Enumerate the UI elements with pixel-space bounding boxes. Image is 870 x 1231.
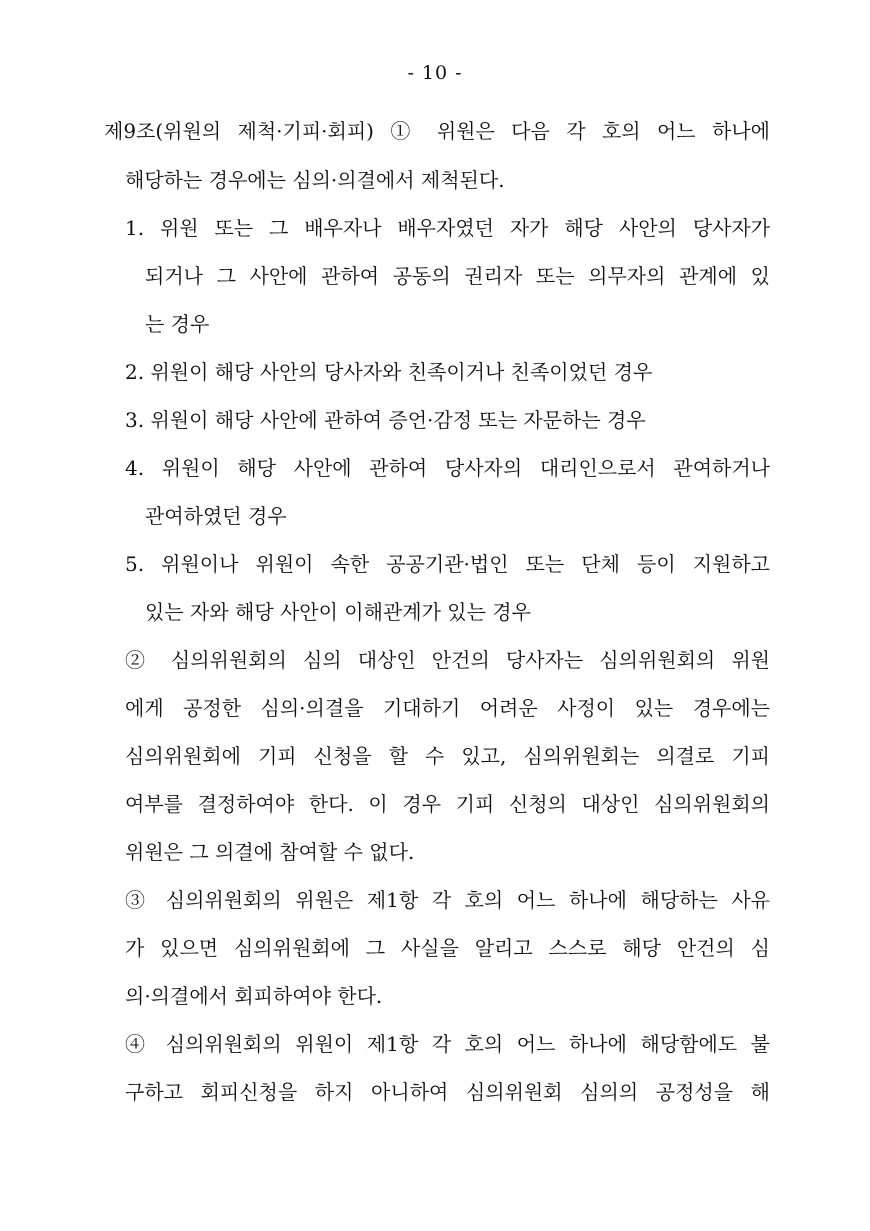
paragraph-4-line-2: 구하고 회피신청을 하지 아니하여 심의위원회 심의의 공정성을 해 bbox=[125, 1080, 770, 1104]
article-heading-line-1: 제9조(위원의 제척·기피·회피) ① 위원은 다음 각 호의 어느 하나에 bbox=[104, 119, 770, 143]
item-5-line-1: 5. 위원이나 위원이 속한 공공기관·법인 또는 단체 등이 지원하고 bbox=[125, 552, 770, 576]
paragraph-3-line-2: 가 있으면 심의위원회에 그 사실을 알리고 스스로 해당 안건의 심 bbox=[125, 936, 770, 960]
item-1-line-3: 는 경우 bbox=[145, 312, 210, 336]
paragraph-2-line-5: 위원은 그 의결에 참여할 수 없다. bbox=[125, 840, 415, 864]
paragraph-3-line-1: ③ 심의위원회의 위원은 제1항 각 호의 어느 하나에 해당하는 사유 bbox=[125, 888, 770, 912]
paragraph-4-line-1: ④ 심의위원회의 위원이 제1항 각 호의 어느 하나에 해당함에도 불 bbox=[125, 1032, 770, 1056]
page-number: - 10 - bbox=[407, 62, 463, 84]
paragraph-2-line-3: 심의위원회에 기피 신청을 할 수 있고, 심의위원회는 의결로 기피 bbox=[125, 744, 770, 768]
article-heading-line-2: 해당하는 경우에는 심의·의결에서 제척된다. bbox=[125, 168, 505, 192]
item-5-line-2: 있는 자와 해당 사안이 이해관계가 있는 경우 bbox=[145, 600, 531, 624]
item-1-line-2: 되거나 그 사안에 관하여 공동의 권리자 또는 의무자의 관계에 있 bbox=[145, 264, 770, 288]
item-2-line-1: 2. 위원이 해당 사안의 당사자와 친족이거나 친족이었던 경우 bbox=[125, 360, 653, 384]
paragraph-3-line-3: 의·의결에서 회피하여야 한다. bbox=[125, 984, 383, 1008]
item-4-line-2: 관여하였던 경우 bbox=[145, 504, 287, 528]
item-4-line-1: 4. 위원이 해당 사안에 관하여 당사자의 대리인으로서 관여하거나 bbox=[125, 456, 770, 480]
paragraph-2-line-4: 여부를 결정하여야 한다. 이 경우 기피 신청의 대상인 심의위원회의 bbox=[125, 792, 770, 816]
item-1-line-1: 1. 위원 또는 그 배우자나 배우자였던 자가 해당 사안의 당사자가 bbox=[125, 216, 770, 240]
item-3-line-1: 3. 위원이 해당 사안에 관하여 증언·감정 또는 자문하는 경우 bbox=[125, 408, 646, 432]
paragraph-2-line-1: ② 심의위원회의 심의 대상인 안건의 당사자는 심의위원회의 위원 bbox=[125, 648, 770, 672]
paragraph-2-line-2: 에게 공정한 심의·의결을 기대하기 어려운 사정이 있는 경우에는 bbox=[125, 696, 770, 720]
